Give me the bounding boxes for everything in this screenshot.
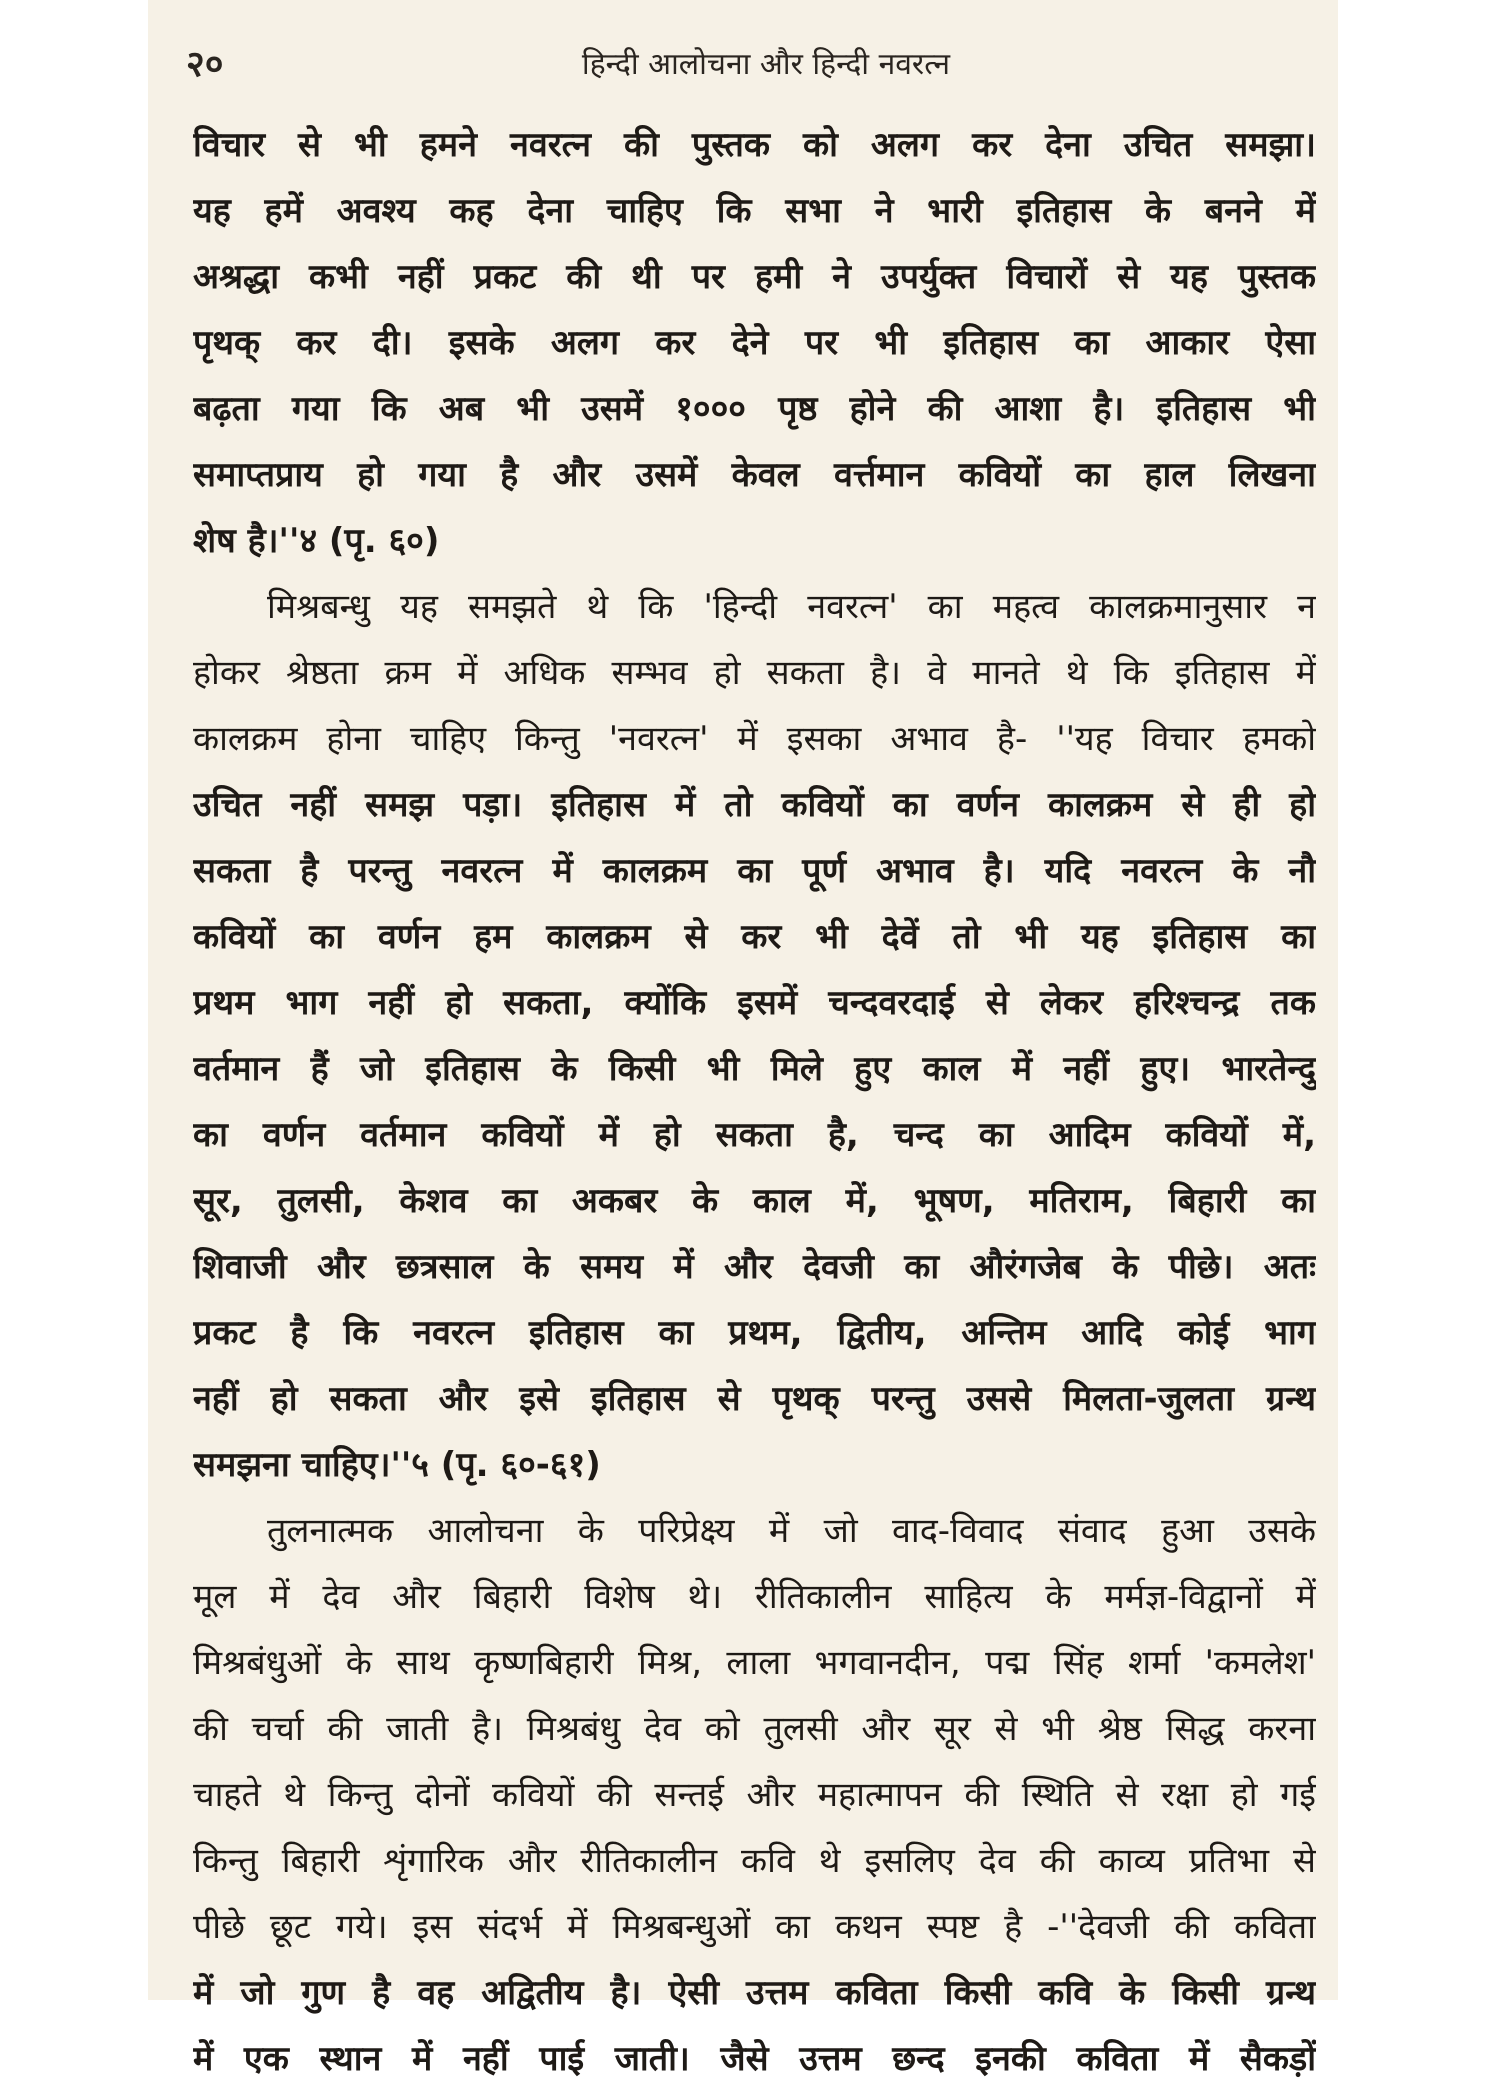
text-line: बढ़ता गया कि अब भी उसमें १००० पृष्ठ होने की आशा है। इतिहास भी xyxy=(193,389,1316,429)
text-line: वर्तमान हैं जो इतिहास के किसी भी मिले हुए काल में नहीं हुए। भारतेन्दु xyxy=(193,1049,1316,1089)
book-page xyxy=(148,0,1338,2079)
text-line: किन्तु बिहारी शृंगारिक और रीतिकालीन कवि थे इसलिए देव की काव्य प्रतिभा से xyxy=(193,1841,1316,1881)
text-line: पृथक् कर दी। इसके अलग कर देने पर भी इतिहास का आकार ऐसा xyxy=(193,323,1316,363)
text-line: समझना चाहिए।''५ (पृ. ६०-६१) xyxy=(193,1445,601,1485)
text-line: नहीं हो सकता और इसे इतिहास से पृथक् परन्तु उससे मिलता-जुलता ग्रन्थ xyxy=(193,1379,1316,1419)
text-line: प्रकट है कि नवरत्न इतिहास का प्रथम, द्वितीय, अन्तिम आदि कोई भाग xyxy=(193,1313,1316,1353)
body-text xyxy=(193,112,1316,2092)
text-line: प्रथम भाग नहीं हो सकता, क्योंकि इसमें चन्दवरदाई से लेकर हरिश्चन्द्र तक xyxy=(193,983,1316,1023)
text-line: तुलनात्मक आलोचना के परिप्रेक्ष्य में जो वाद-विवाद संवाद हुआ उसके xyxy=(267,1511,1316,1551)
text-line: शिवाजी और छत्रसाल के समय में और देवजी का औरंगजेब के पीछे। अतः xyxy=(193,1247,1316,1287)
text-line: कालक्रम होना चाहिए किन्तु 'नवरत्न' में इसका अभाव है- ''यह विचार हमको xyxy=(193,719,1316,759)
text-line: मूल में देव और बिहारी विशेष थे। रीतिकालीन साहित्य के मर्मज्ञ-विद्वानों में xyxy=(193,1577,1316,1617)
text-line: समाप्तप्राय हो गया है और उसमें केवल वर्त्तमान कवियों का हाल लिखना xyxy=(193,455,1316,495)
text-line: में जो गुण है वह अद्वितीय है। ऐसी उत्तम कविता किसी कवि के किसी ग्रन्थ xyxy=(193,1973,1316,2013)
text-line: चाहते थे किन्तु दोनों कवियों की सन्तई और महात्मापन की स्थिति से रक्षा हो गई xyxy=(193,1775,1316,1815)
text-line: होकर श्रेष्ठता क्रम में अधिक सम्भव हो सकता है। वे मानते थे कि इतिहास में xyxy=(193,653,1316,693)
page-number: २० xyxy=(186,44,224,85)
header-title: हिन्दी आलोचना और हिन्दी नवरत्न xyxy=(581,47,951,82)
text-line: की चर्चा की जाती है। मिश्रबंधु देव को तुलसी और सूर से भी श्रेष्ठ सिद्ध करना xyxy=(193,1709,1316,1749)
text-line: यह हमें अवश्य कह देना चाहिए कि सभा ने भारी इतिहास के बनने में xyxy=(193,191,1316,231)
text-line: में एक स्थान में नहीं पाई जाती। जैसे उत्तम छन्द इनकी कविता में सैकड़ों xyxy=(193,2039,1316,2079)
text-line: सूर, तुलसी, केशव का अकबर के काल में, भूषण, मतिराम, बिहारी का xyxy=(193,1181,1316,1221)
text-line: उचित नहीं समझ पड़ा। इतिहास में तो कवियों का वर्णन कालक्रम से ही हो xyxy=(193,785,1316,825)
text-line: पीछे छूट गये। इस संदर्भ में मिश्रबन्धुओं का कथन स्पष्ट है -''देवजी की कविता xyxy=(193,1907,1316,1947)
running-header xyxy=(186,38,1318,88)
text-line: शेष है।''४ (पृ. ६०) xyxy=(193,521,440,561)
text-line: अश्रद्धा कभी नहीं प्रकट की थी पर हमी ने उपर्युक्त विचारों से यह पुस्तक xyxy=(193,257,1316,297)
text-line: मिश्रबन्धु यह समझते थे कि 'हिन्दी नवरत्न' का महत्व कालक्रमानुसार न xyxy=(267,587,1316,627)
text-line: कवियों का वर्णन हम कालक्रम से कर भी देवें तो भी यह इतिहास का xyxy=(193,917,1316,957)
text-line: सकता है परन्तु नवरत्न में कालक्रम का पूर्ण अभाव है। यदि नवरत्न के नौ xyxy=(193,851,1316,891)
text-line: विचार से भी हमने नवरत्न की पुस्तक को अलग कर देना उचित समझा। xyxy=(193,125,1316,165)
text-line: मिश्रबंधुओं के साथ कृष्णबिहारी मिश्र, लाला भगवानदीन, पद्म सिंह शर्मा 'कमलेश' xyxy=(193,1643,1316,1683)
text-line: का वर्णन वर्तमान कवियों में हो सकता है, चन्द का आदिम कवियों में, xyxy=(193,1115,1316,1155)
